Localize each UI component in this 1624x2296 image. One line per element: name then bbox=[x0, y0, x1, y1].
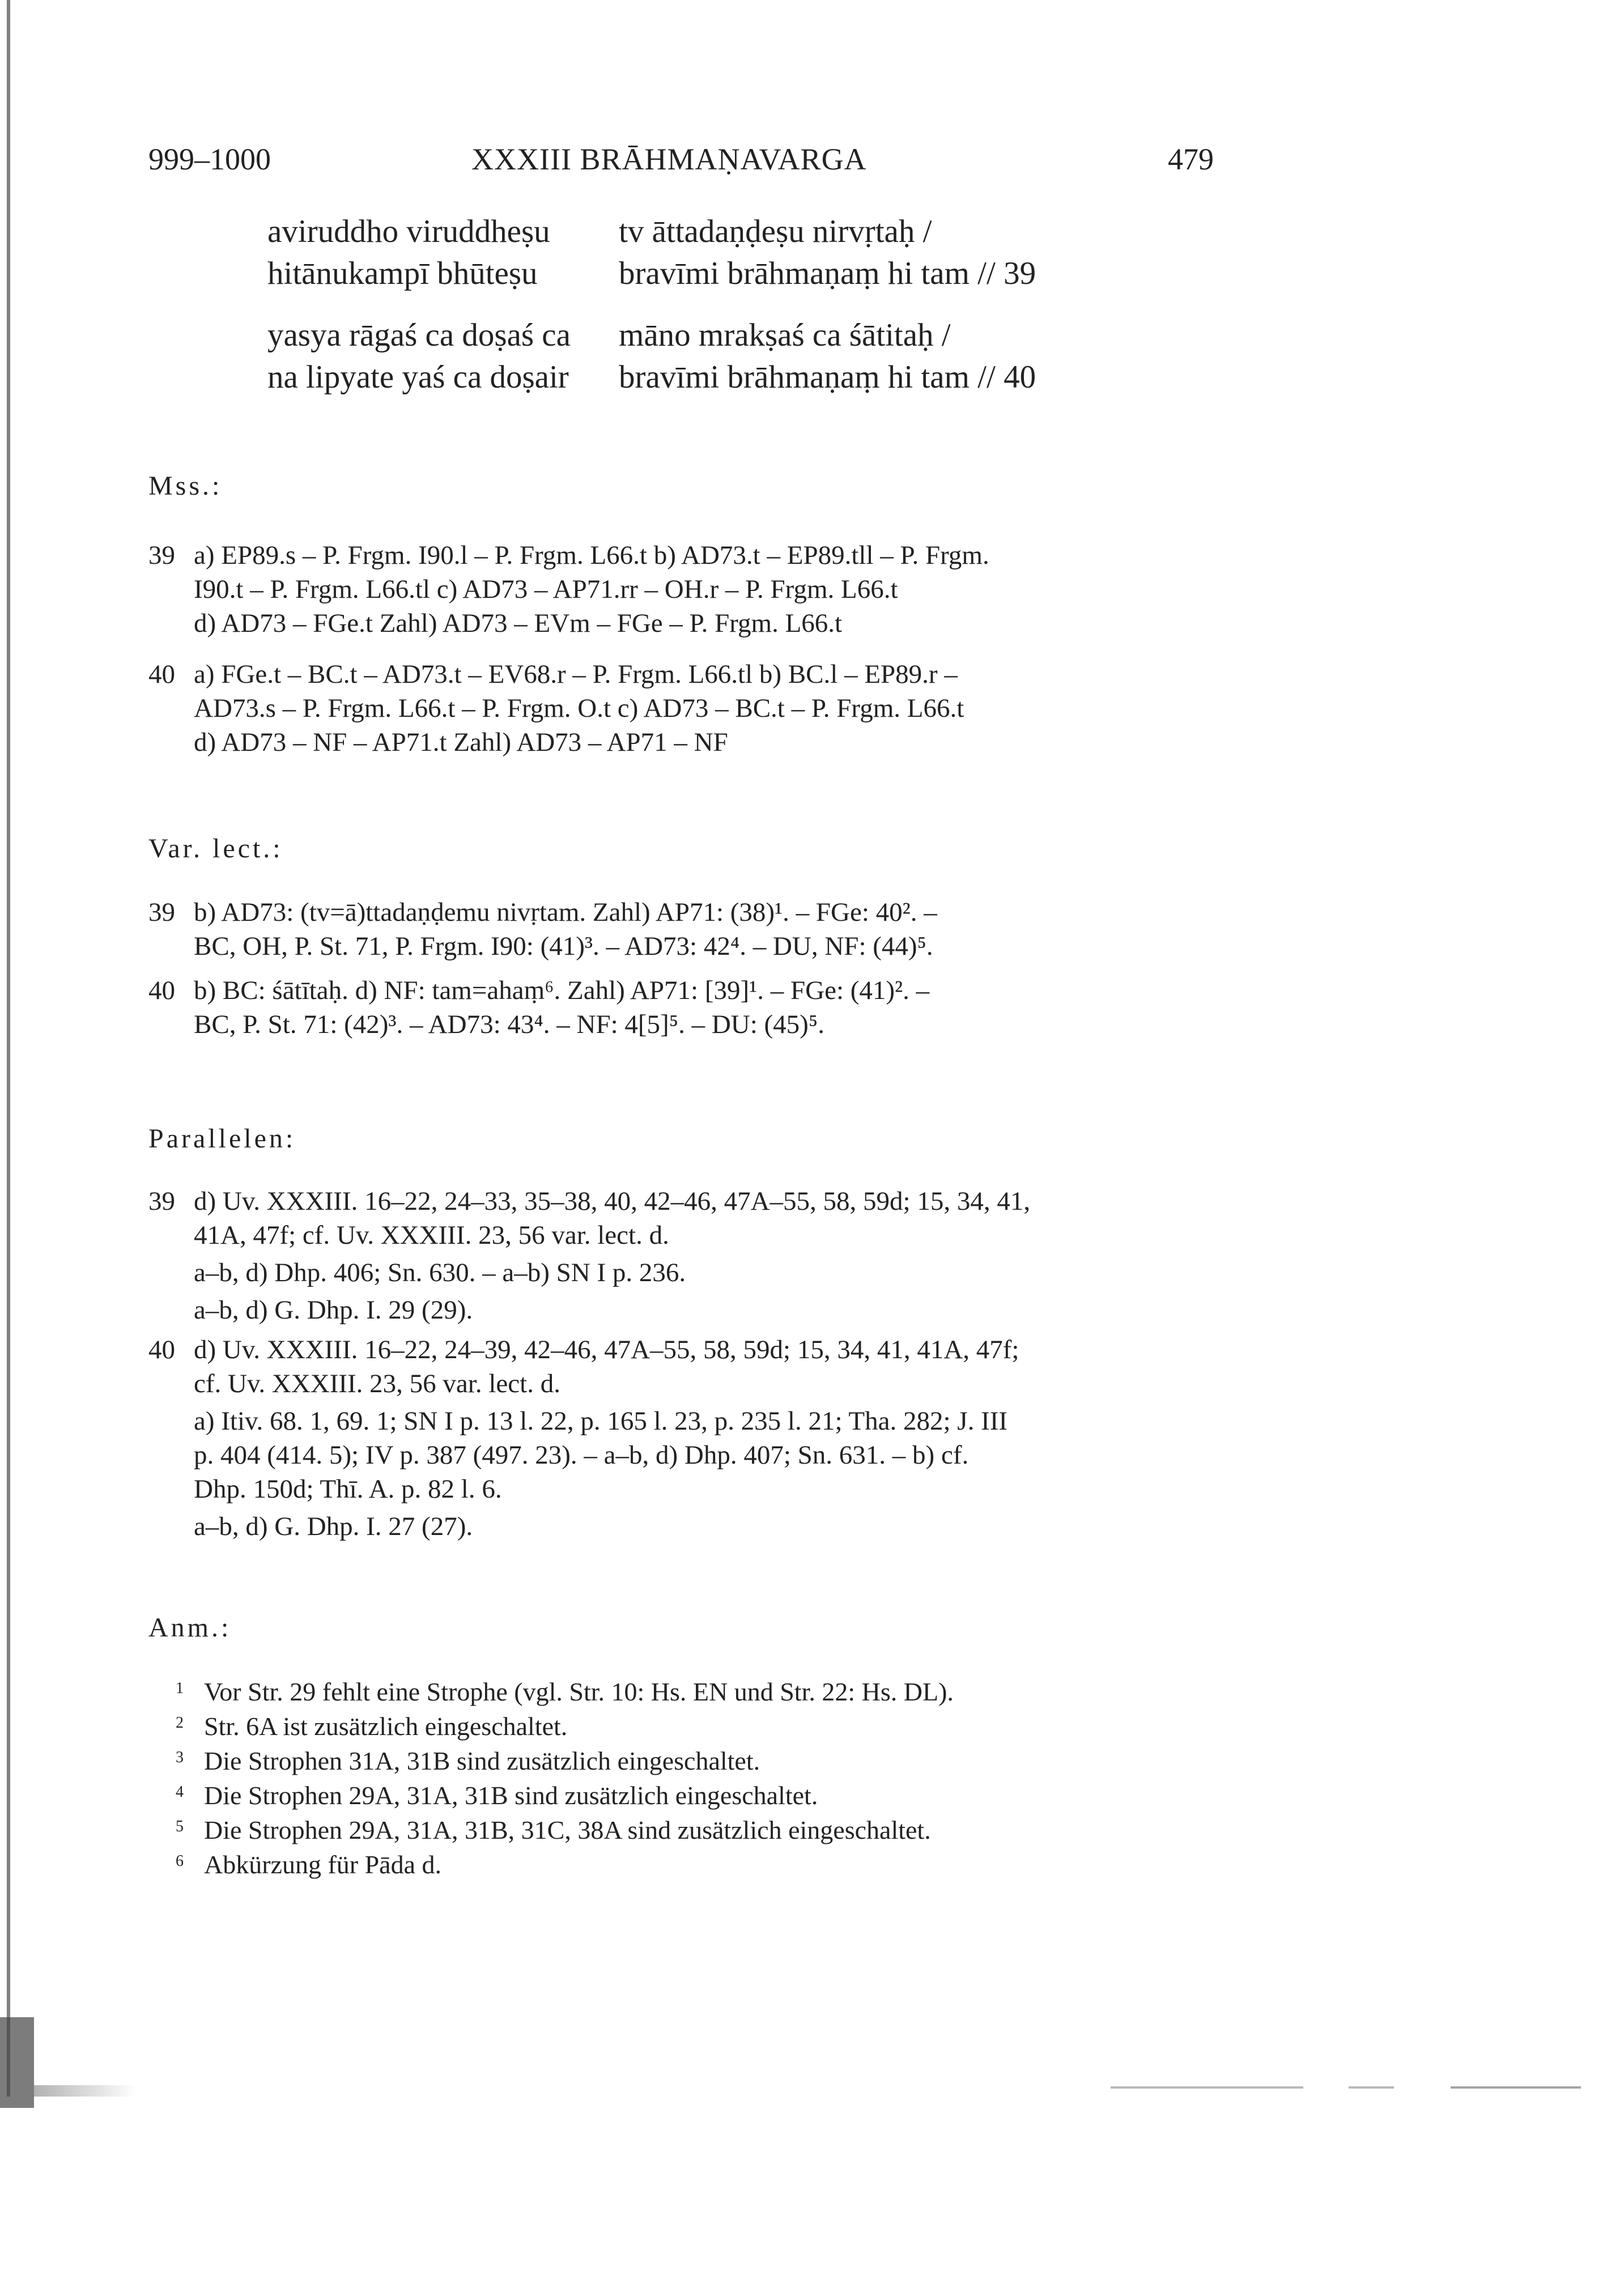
footnote bbox=[176, 1744, 954, 1778]
footnote-number: 1 bbox=[176, 1680, 184, 1697]
parallelen-entry-40 bbox=[148, 1333, 1214, 1544]
verse-line-first-half: yasya rāgaś ca doṣaś ca bbox=[267, 317, 571, 353]
varlect-entry-40 bbox=[148, 973, 1214, 1041]
mss-section bbox=[148, 538, 1214, 776]
entry-line: AD73.s – P. Frgm. L66.t – P. Frgm. O.t c) AD73 – BC.t – P. Frgm. L66.t bbox=[194, 694, 964, 723]
footnote-text: Die Strophen 29A, 31A, 31B sind zusätzlich eingeschaltet. bbox=[204, 1781, 818, 1810]
entry-line: a–b, d) G. Dhp. I. 27 (27). bbox=[194, 1512, 473, 1541]
scan-fleck bbox=[1451, 2086, 1581, 2089]
footnote bbox=[176, 1674, 954, 1709]
verse-line-second-half: māno mrakṣaś ca śātitaḥ / bbox=[619, 317, 951, 353]
parallel-paragraph bbox=[194, 1256, 1214, 1290]
footnote bbox=[176, 1813, 954, 1847]
entry-line: a–b, d) G. Dhp. I. 29 (29). bbox=[194, 1295, 473, 1325]
footnotes bbox=[176, 1674, 954, 1882]
entry-line: d) Uv. XXXIII. 16–22, 24–33, 35–38, 40, 42–46, 47A–55, 58, 59d; 15, 34, 41, bbox=[194, 1187, 1031, 1216]
scan-edge-shadow bbox=[7, 0, 10, 2097]
varlect-section bbox=[148, 895, 1214, 1058]
entry-line: b) BC: śātītaḥ. d) NF: tam=ahaṃ⁶. Zahl) AP71: [39]¹. – FGe: (41)². – bbox=[194, 976, 930, 1005]
verse-line-first-half: na lipyate yaś ca doṣair bbox=[267, 359, 569, 395]
parallelen-section bbox=[148, 1184, 1214, 1561]
chapter-title: XXXIII BRĀHMAṆAVARGA bbox=[471, 142, 867, 176]
entry-line: p. 404 (414. 5); IV p. 387 (497. 23). – a–b, d) Dhp. 407; Sn. 631. – b) cf. bbox=[194, 1440, 969, 1470]
entry-number: 40 bbox=[148, 1335, 175, 1364]
footnote-text: Die Strophen 29A, 31A, 31B, 31C, 38A sind zusätzlich eingeschaltet. bbox=[204, 1815, 931, 1844]
entry-number: 40 bbox=[148, 660, 175, 689]
verse-line-second-half: bravīmi brāhmaṇaṃ hi tam // 39 bbox=[619, 256, 1036, 291]
parallelen-entry-39 bbox=[148, 1184, 1214, 1327]
verse-line-first-half: hitānukampī bhūteṣu bbox=[267, 256, 538, 291]
scan-fleck bbox=[1349, 2086, 1394, 2089]
entry-line: a) FGe.t – BC.t – AD73.t – EV68.r – P. Frgm. L66.tl b) BC.l – EP89.r – bbox=[194, 660, 958, 689]
footnote bbox=[176, 1778, 954, 1813]
verse-range: 999–1000 bbox=[148, 142, 271, 176]
footnote-text: Str. 6A ist zusätzlich eingeschaltet. bbox=[204, 1712, 568, 1741]
entry-line: a) Itiv. 68. 1, 69. 1; SN I p. 13 l. 22, p. 165 l. 23, p. 235 l. 21; Tha. 282; J. III bbox=[194, 1406, 1008, 1436]
footnote-number: 6 bbox=[176, 1852, 184, 1870]
entry-number: 40 bbox=[148, 976, 175, 1005]
footnote bbox=[176, 1847, 954, 1882]
parallel-paragraph bbox=[194, 1333, 1214, 1401]
page-number: 479 bbox=[1168, 142, 1214, 176]
entry-number: 39 bbox=[148, 541, 175, 570]
footnote-text: Abkürzung für Pāda d. bbox=[204, 1850, 442, 1879]
entry-line: I90.t – P. Frgm. L66.tl c) AD73 – AP71.rr – OH.r – P. Frgm. L66.t bbox=[194, 575, 898, 604]
varlect-entry-39 bbox=[148, 895, 1214, 963]
footnote-number: 3 bbox=[176, 1749, 184, 1766]
entry-number: 39 bbox=[148, 1187, 175, 1216]
entry-line: a) EP89.s – P. Frgm. I90.l – P. Frgm. L66.t b) AD73.t – EP89.tll – P. Frgm. bbox=[194, 541, 989, 570]
parallel-paragraph bbox=[194, 1510, 1214, 1544]
entry-line: d) Uv. XXXIII. 16–22, 24–39, 42–46, 47A–55, 58, 59d; 15, 34, 41, 41A, 47f; bbox=[194, 1335, 1019, 1364]
entry-line: d) AD73 – NF – AP71.t Zahl) AD73 – AP71 – NF bbox=[194, 728, 728, 757]
scan-edge-smear bbox=[34, 2085, 136, 2097]
entry-number: 39 bbox=[148, 898, 175, 927]
footnote bbox=[176, 1709, 954, 1744]
parallel-paragraph bbox=[194, 1404, 1214, 1506]
anm-label: Anm.: bbox=[148, 1613, 232, 1643]
entry-line: BC, P. St. 71: (42)³. – AD73: 43⁴. – NF: 4[5]⁵. – DU: (45)⁵. bbox=[194, 1010, 824, 1039]
mss-entry-40 bbox=[148, 657, 1214, 759]
parallel-paragraph bbox=[194, 1293, 1214, 1327]
varlect-label: Var. lect.: bbox=[148, 834, 283, 864]
footnote-number: 2 bbox=[176, 1714, 184, 1732]
footnote-number: 5 bbox=[176, 1818, 184, 1835]
mss-entry-39 bbox=[148, 538, 1214, 640]
entry-line: 41A, 47f; cf. Uv. XXXIII. 23, 56 var. lect. d. bbox=[194, 1221, 669, 1250]
entry-line: Dhp. 150d; Thī. A. p. 82 l. 6. bbox=[194, 1474, 502, 1504]
verse-line-second-half: bravīmi brāhmaṇaṃ hi tam // 40 bbox=[619, 359, 1036, 395]
footnote-number: 4 bbox=[176, 1783, 184, 1801]
verse-line-first-half: aviruddho viruddheṣu bbox=[267, 214, 550, 249]
entry-line: d) AD73 – FGe.t Zahl) AD73 – EVm – FGe – P. Frgm. L66.t bbox=[194, 609, 843, 638]
entry-line: a–b, d) Dhp. 406; Sn. 630. – a–b) SN I p. 236. bbox=[194, 1258, 686, 1287]
footnote-text: Vor Str. 29 fehlt eine Strophe (vgl. Str. 10: Hs. EN und Str. 22: Hs. DL). bbox=[204, 1677, 954, 1706]
entry-line: BC, OH, P. St. 71, P. Frgm. I90: (41)³. – AD73: 42⁴. – DU, NF: (44)⁵. bbox=[194, 932, 933, 961]
entry-line: cf. Uv. XXXIII. 23, 56 var. lect. d. bbox=[194, 1369, 560, 1398]
scan-edge-smudge bbox=[0, 2017, 34, 2108]
parallel-paragraph bbox=[194, 1184, 1214, 1252]
verse-line-second-half: tv āttadaṇḍeṣu nirvṛtaḥ / bbox=[619, 214, 932, 249]
parallelen-label: Parallelen: bbox=[148, 1124, 296, 1154]
footnote-text: Die Strophen 31A, 31B sind zusätzlich eingeschaltet. bbox=[204, 1746, 760, 1775]
running-head bbox=[148, 142, 1214, 187]
entry-line: b) AD73: (tv=ā)ttadaṇḍemu nivṛtam. Zahl) AP71: (38)¹. – FGe: 40². – bbox=[194, 898, 937, 927]
scan-fleck bbox=[1111, 2086, 1303, 2089]
mss-label: Mss.: bbox=[148, 471, 223, 501]
